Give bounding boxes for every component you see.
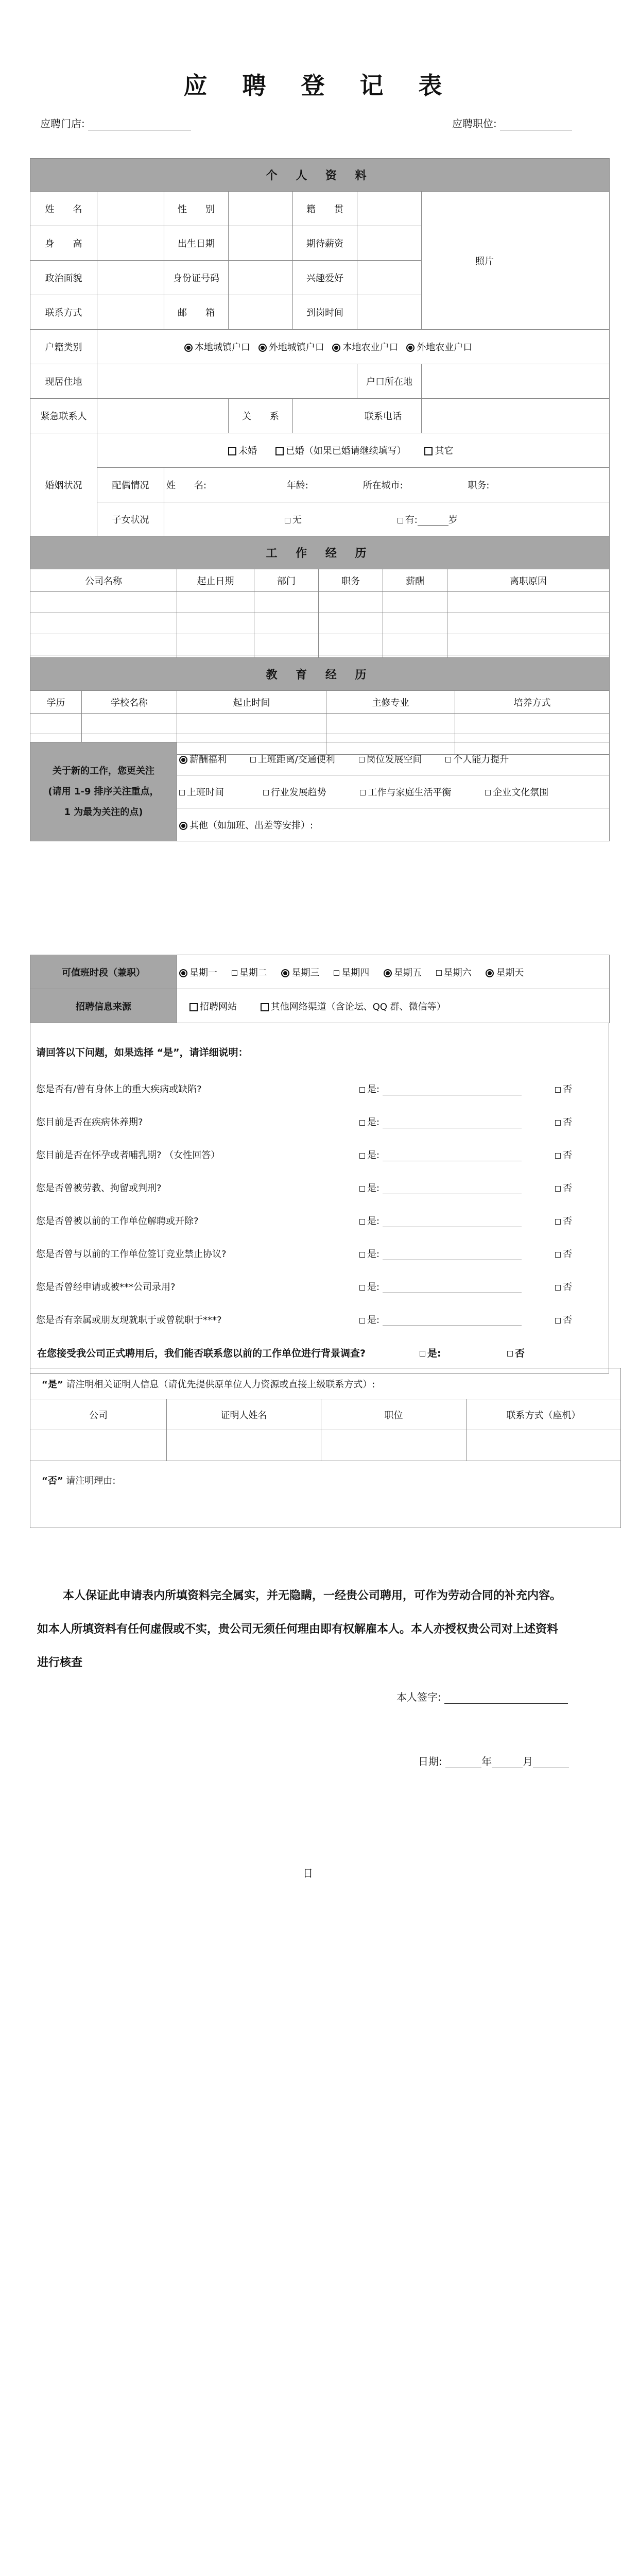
concern-opt[interactable]: 个人能力提升	[445, 754, 509, 765]
questions-intro: 请回答以下问题，如果选择 “是”，请详细说明：	[36, 1047, 248, 1058]
store-label: 应聘门店:	[40, 117, 85, 130]
no-option[interactable]: 否	[555, 1280, 572, 1293]
contact-input[interactable]	[97, 295, 164, 330]
question-row: 您是否曾被以前的工作单位解聘或开除? 是: 否	[30, 1204, 609, 1236]
reference-table	[30, 1368, 621, 1528]
checkbox-icon	[189, 1003, 198, 1011]
checkbox-icon	[275, 447, 284, 455]
arrival-label: 到岗时间	[293, 295, 357, 330]
spouse-fields[interactable]: 姓 名: 年龄: 所在城市: 职务:	[164, 468, 610, 502]
reference-no-note[interactable]: “否” 请注明理由:	[30, 1461, 621, 1528]
store-field	[40, 115, 191, 130]
hukou-opt-2[interactable]: 外地城镇户口	[258, 342, 324, 353]
position-label: 应聘职位:	[452, 117, 497, 130]
spouse-label: 配偶情况	[97, 468, 164, 502]
radio-icon	[179, 756, 187, 764]
checkbox-icon	[232, 970, 237, 976]
form-title: 应 聘 登 记 表	[183, 72, 456, 99]
checkbox-icon	[420, 1351, 425, 1357]
no-option[interactable]: 否	[555, 1313, 572, 1326]
work-section-title: 工 作 经 历	[30, 536, 610, 569]
radio-icon	[258, 344, 267, 352]
checkbox-icon	[261, 1003, 269, 1011]
day-opt[interactable]: 星期五	[384, 968, 422, 978]
hukou-options	[97, 330, 610, 364]
contact-label: 联系方式	[30, 295, 97, 330]
edu-col-degree: 学历	[30, 691, 82, 714]
birth-label: 出生日期	[164, 226, 229, 261]
position-input[interactable]	[500, 120, 572, 130]
ref-col-title: 职位	[321, 1399, 467, 1430]
declaration-line-2: 如本人所填资料有任何虚假或不实，贵公司无须任何理由即有权解雇本人。本人亦授权贵公司对上述资料	[37, 1623, 559, 1636]
day-opt[interactable]: 星期三	[281, 968, 319, 978]
politics-input[interactable]	[97, 261, 164, 295]
hukou-opt-4[interactable]: 外地农业户口	[406, 342, 472, 353]
birth-input[interactable]	[229, 226, 293, 261]
personal-table	[30, 158, 610, 537]
height-input[interactable]	[97, 226, 164, 261]
concern-opt[interactable]: 岗位发展空间	[359, 754, 422, 765]
post-label: 邮 箱	[164, 295, 229, 330]
checkbox-icon	[445, 757, 451, 762]
avail-label: 可值班时段（兼职）	[30, 955, 177, 989]
marital-opt-single[interactable]: 未婚	[228, 446, 257, 456]
checkbox-icon	[285, 518, 290, 523]
checkbox-icon	[359, 1186, 365, 1192]
table-row[interactable]	[30, 592, 610, 613]
work-table	[30, 536, 610, 676]
checkbox-icon	[398, 518, 403, 523]
work-col-reason: 离职原因	[447, 569, 610, 592]
radio-icon	[332, 344, 340, 352]
table-row[interactable]	[30, 634, 610, 655]
politics-label: 政治面貌	[30, 261, 97, 295]
work-col-pay: 薪酬	[383, 569, 447, 592]
concern-opt[interactable]: 行业发展趋势	[263, 787, 326, 798]
photo-box[interactable]	[422, 192, 610, 330]
checkbox-icon	[250, 757, 256, 762]
marital-opt-other[interactable]: 其它	[424, 446, 453, 456]
radio-icon	[406, 344, 415, 352]
avail-days	[177, 955, 610, 989]
no-option[interactable]: 否	[555, 1214, 572, 1227]
arrival-input[interactable]	[357, 295, 422, 330]
hobby-input[interactable]	[357, 261, 422, 295]
origin-label: 籍 贯	[293, 192, 357, 226]
reference-question: 在您接受我公司正式聘用后，我们能否联系您以前的工作单位进行背景调查?	[37, 1348, 366, 1359]
store-input[interactable]	[88, 120, 191, 130]
no-option[interactable]: 否	[555, 1082, 572, 1095]
radio-icon	[184, 344, 193, 352]
yes-option[interactable]: 是:	[359, 1148, 522, 1161]
date-day-label: 日	[303, 1867, 313, 1879]
reference-yes[interactable]: 是:	[420, 1346, 441, 1360]
ref-col-phone: 联系方式（座机）	[467, 1399, 621, 1430]
ref-col-person: 证明人姓名	[167, 1399, 321, 1430]
children-opt-have[interactable]: 有: 岁	[398, 515, 458, 526]
emergency-input[interactable]	[97, 399, 229, 433]
question-row: 您是否曾经申请或被***公司录用? 是: 否	[30, 1269, 609, 1302]
table-row[interactable]	[30, 613, 610, 634]
day-opt[interactable]: 星期六	[436, 968, 472, 978]
hukou-opt-3[interactable]: 本地农业户口	[332, 342, 398, 353]
checkbox-icon	[485, 790, 491, 795]
emergency-phone-input[interactable]	[422, 399, 610, 433]
address-input[interactable]	[97, 364, 357, 399]
work-col-dates: 起止日期	[177, 569, 254, 592]
marital-options	[97, 433, 610, 468]
question-row: 您是否有/曾有身体上的重大疾病或缺陷? 是: 否	[30, 1072, 609, 1105]
salary-label: 期待薪资	[293, 226, 357, 261]
checkbox-icon	[334, 970, 339, 976]
relation-label: 关 系	[229, 399, 293, 433]
address-label: 现居住地	[30, 364, 97, 399]
yes-option[interactable]: 是:	[359, 1115, 522, 1128]
edu-col-mode: 培养方式	[455, 691, 610, 714]
post-input[interactable]	[229, 295, 293, 330]
day-opt[interactable]: 星期二	[232, 968, 267, 978]
yes-option[interactable]: 是:	[359, 1082, 522, 1095]
edu-col-dates: 起止时间	[177, 691, 326, 714]
question-row: 您是否曾与以前的工作单位签订竞业禁止协议? 是: 否	[30, 1236, 609, 1269]
children-opt-none[interactable]: 无	[285, 515, 302, 526]
checkbox-icon	[359, 1120, 365, 1126]
radio-icon	[281, 969, 289, 977]
question-row: 您是否曾被劳教、拘留或判刑? 是: 否	[30, 1171, 609, 1204]
radio-icon	[179, 822, 187, 830]
question-row: 您目前是否在怀孕或者哺乳期? （女性回答） 是: 否	[30, 1138, 609, 1171]
checkbox-icon	[359, 1087, 365, 1093]
edu-table	[30, 657, 610, 755]
gender-label: 性 别	[164, 192, 229, 226]
question-row: 您是否有亲属或朋友现就职于或曾就职于***? 是: 否	[30, 1302, 609, 1335]
checkbox-icon	[228, 447, 236, 455]
yes-option[interactable]: 是:	[359, 1313, 522, 1326]
hukou-addr-input[interactable]	[422, 364, 610, 399]
checkbox-icon	[359, 1252, 365, 1258]
marital-opt-married[interactable]: 已婚（如果已婚请继续填写）	[275, 446, 406, 456]
hobby-label: 兴趣爱好	[293, 261, 357, 295]
checkbox-icon	[359, 1153, 365, 1159]
ref-col-company: 公司	[30, 1399, 167, 1430]
emergency-label: 紧急联系人	[30, 399, 97, 433]
hukou-opt-1[interactable]: 本地城镇户口	[184, 342, 250, 353]
radio-icon	[384, 969, 392, 977]
checkbox-icon	[424, 447, 433, 455]
checkbox-icon	[555, 1153, 561, 1159]
personal-section-title: 个 人 资 料	[30, 159, 610, 192]
checkbox-icon	[359, 1219, 365, 1225]
day-opt[interactable]: 星期一	[179, 968, 217, 978]
checkbox-icon	[359, 1285, 365, 1291]
height-label: 身 高	[30, 226, 97, 261]
source-label: 招聘信息来源	[30, 989, 177, 1023]
radio-icon	[179, 969, 187, 977]
edu-col-major: 主修专业	[326, 691, 455, 714]
source-options	[177, 989, 610, 1023]
children-label: 子女状况	[97, 502, 164, 537]
yes-option[interactable]: 是:	[359, 1247, 522, 1260]
no-option[interactable]: 否	[555, 1115, 572, 1128]
table-row[interactable]	[30, 714, 610, 734]
checkbox-icon	[555, 1120, 561, 1126]
relation-input[interactable]	[293, 399, 422, 433]
name-input[interactable]	[97, 192, 164, 226]
reference-no[interactable]: 否	[507, 1346, 525, 1360]
declaration-line-1: 本人保证此申请表内所填资料完全属实，并无隐瞒，一经贵公司聘用，可作为劳动合同的补充内容。	[63, 1589, 562, 1602]
reference-yes-note: “是” 请注明相关证明人信息（请优先提供原单位人力资源或直接上级联系方式）:	[30, 1368, 621, 1399]
checkbox-icon	[359, 1318, 365, 1324]
declaration-line-3: 进行核查	[37, 1656, 83, 1669]
hukou-label: 户籍类别	[30, 330, 97, 364]
hukou-addr-label: 户口所在地	[357, 364, 422, 399]
salary-input[interactable]	[357, 226, 422, 261]
checkbox-icon	[555, 1186, 561, 1192]
checkbox-icon	[555, 1285, 561, 1291]
concern-table	[30, 742, 610, 841]
availability-table	[30, 955, 610, 1023]
origin-input[interactable]	[357, 192, 422, 226]
concern-label: 关于新的工作，您更关注 (请用 1-9 排序关注重点， 1 为最为关注的点)	[30, 742, 177, 841]
radio-icon	[486, 969, 494, 977]
position-field	[452, 115, 572, 130]
work-col-company: 公司名称	[30, 569, 177, 592]
work-col-title: 职务	[319, 569, 383, 592]
checkbox-icon	[263, 790, 269, 795]
photo-label: 照片	[475, 256, 494, 267]
id-label: 身份证号码	[164, 261, 229, 295]
checkbox-icon	[555, 1219, 561, 1225]
checkbox-icon	[360, 790, 366, 795]
date-field[interactable]: 日期: 年 月	[418, 1753, 569, 1768]
concern-row-3[interactable]: 其他（如加班、出差等安排）:	[177, 808, 610, 841]
concern-opt[interactable]: 上班时间	[179, 787, 224, 798]
checkbox-icon	[555, 1318, 561, 1324]
table-row[interactable]	[30, 1430, 621, 1461]
name-label: 姓 名	[30, 192, 97, 226]
id-input[interactable]	[229, 261, 293, 295]
question-row: 您目前是否在疾病休养期? 是: 否	[30, 1105, 609, 1138]
concern-row-2	[177, 775, 610, 808]
concern-opt[interactable]: 薪酬福利	[179, 754, 227, 765]
no-option[interactable]: 否	[555, 1181, 572, 1194]
children-options	[164, 502, 610, 537]
yes-option[interactable]: 是:	[359, 1214, 522, 1227]
work-col-dept: 部门	[254, 569, 319, 592]
no-option[interactable]: 否	[555, 1247, 572, 1260]
edu-section-title: 教 育 经 历	[30, 658, 610, 691]
gender-input[interactable]	[229, 192, 293, 226]
marital-label: 婚姻状况	[30, 433, 97, 537]
checkbox-icon	[179, 790, 185, 795]
source-opt-other[interactable]: 其他网络渠道（含论坛、QQ 群、微信等）	[261, 1002, 446, 1012]
concern-row-1	[177, 742, 610, 775]
signature-field[interactable]: 本人签字:	[396, 1689, 568, 1704]
edu-col-school: 学校名称	[82, 691, 177, 714]
checkbox-icon	[507, 1351, 513, 1357]
concern-opt[interactable]: 工作与家庭生活平衡	[360, 787, 451, 798]
no-option[interactable]: 否	[555, 1148, 572, 1161]
day-opt[interactable]: 星期天	[486, 968, 524, 978]
checkbox-icon	[555, 1252, 561, 1258]
checkbox-icon	[436, 970, 442, 976]
day-opt[interactable]: 星期四	[334, 968, 369, 978]
concern-opt[interactable]: 企业文化氛围	[485, 787, 548, 798]
yes-option[interactable]: 是:	[359, 1280, 522, 1293]
concern-opt[interactable]: 上班距离/交通便利	[250, 754, 335, 765]
checkbox-icon	[555, 1087, 561, 1093]
emergency-phone-label: 联系电话	[365, 411, 402, 422]
source-opt-site[interactable]: 招聘网站	[189, 1002, 237, 1012]
checkbox-icon	[359, 757, 365, 762]
yes-option[interactable]: 是:	[359, 1181, 522, 1194]
